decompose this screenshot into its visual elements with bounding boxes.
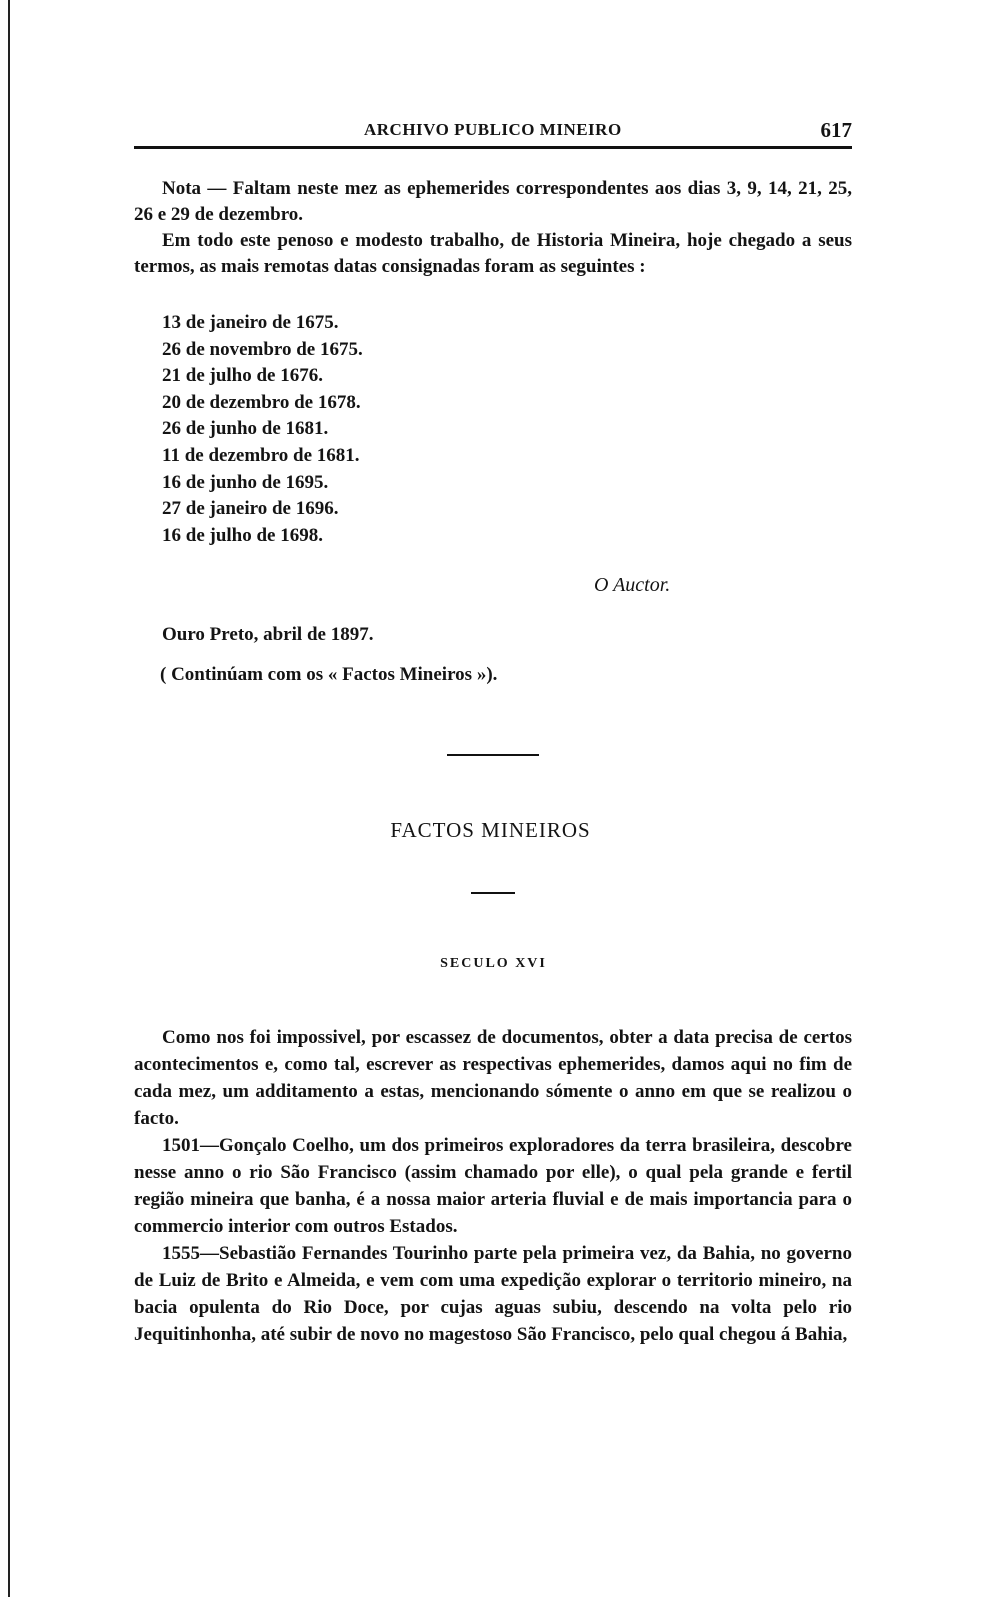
note-paragraph: Em todo este penoso e modesto trabalho, de Historia Mineira, hoje chegado a seus termos, as mais remotas datas consignadas foram as seguintes : <box>134 230 852 277</box>
remote-dates-list <box>162 310 363 549</box>
page-number: 617 <box>820 118 852 142</box>
section-title <box>0 818 987 843</box>
date-item: 26 de novembro de 1675. <box>162 338 363 360</box>
date-item: 16 de junho de 1695. <box>162 471 329 493</box>
note-paragraph: Nota — Faltam neste mez as ephemerides correspondentes aos dias 3, 9, 14, 21, 25, 26 e 29 de dezembro. <box>134 178 852 225</box>
date-item: 20 de dezembro de 1678. <box>162 391 361 413</box>
date-item: 11 de dezembro de 1681. <box>162 444 360 466</box>
body-paragraph: Como nos foi impossivel, por escassez de documentos, obter a data precisa de certos acontecimentos e, como tal, escrever as respectivas ephemerides, damos aqui no fim de cada mez, um additamento a estas, mencionando sómente o anno em que se realizou o facto. <box>134 1027 852 1129</box>
page-header <box>134 116 852 146</box>
section-divider <box>447 754 539 756</box>
body-text <box>134 1024 852 1348</box>
title-divider <box>471 892 515 894</box>
header-rule <box>134 146 852 149</box>
author-note <box>134 176 852 280</box>
century-heading: SECULO XVI <box>440 956 547 971</box>
date-item: 21 de julho de 1676. <box>162 365 323 387</box>
page-edge-line <box>8 0 10 1597</box>
body-paragraph: 1501—Gonçalo Coelho, um dos primeiros exploradores da terra brasileira, descobre nesse anno o rio São Francisco (assim chamado por elle), o qual pela grande e fertil região mineira que banha, é a nossa maior arteria fluvial e de mais importancia para o commercio interior com outros Estados. <box>134 1135 852 1237</box>
place-date: Ouro Preto, abril de 1897. <box>162 624 374 645</box>
date-item: 13 de janeiro de 1675. <box>162 312 339 333</box>
continuation-note: ( Continúam com os « Factos Mineiros »). <box>160 664 498 685</box>
author-signature: O Auctor. <box>594 574 671 596</box>
running-title: ARCHIVO PUBLICO MINEIRO <box>364 120 622 139</box>
date-item: 16 de julho de 1698. <box>162 524 323 546</box>
section-title-text: FACTOS MINEIROS <box>390 818 591 842</box>
date-item: 26 de junho de 1681. <box>162 418 329 440</box>
date-item: 27 de janeiro de 1696. <box>162 498 339 520</box>
body-paragraph: 1555—Sebastião Fernandes Tourinho parte pela primeira vez, da Bahia, no governo de Luiz de Brito e Almeida, e vem com uma expedição explorar o territorio mineiro, na bacia opulenta do Rio Doce, por cujas aguas subiu, descendo na volta pelo rio Jequitinhonha, até subir de novo no magestoso São Francisco, pelo qual chegou á Bahia, <box>134 1243 852 1345</box>
